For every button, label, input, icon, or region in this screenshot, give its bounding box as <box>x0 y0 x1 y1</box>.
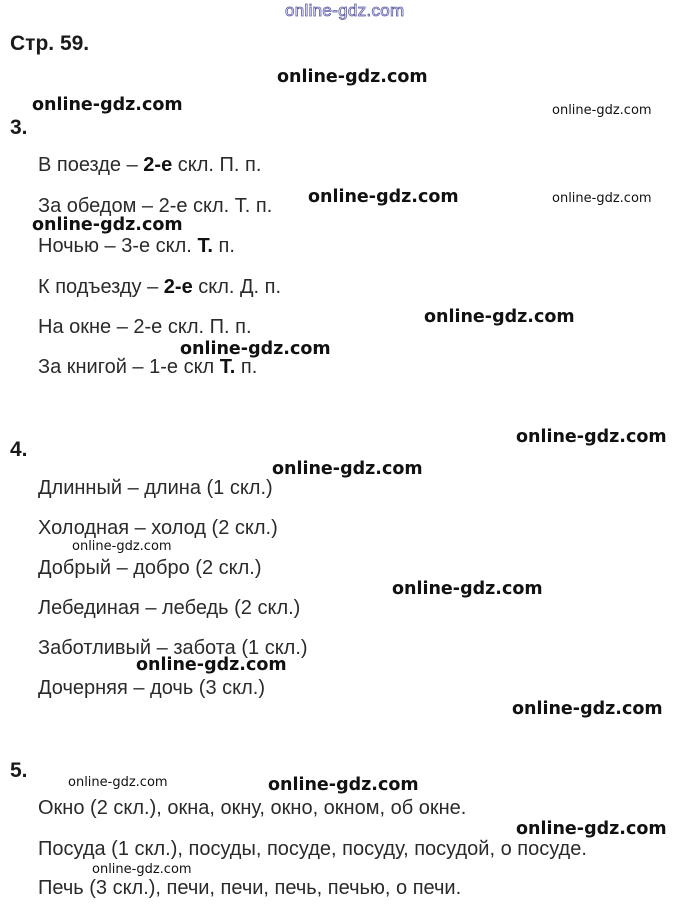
page-label: Стр. 59. <box>10 32 90 55</box>
watermark: online-gdz.com <box>512 699 663 719</box>
exercise-3-line-5: На окне – 2-е скл. П. п. <box>38 316 252 338</box>
watermark: online-gdz.com <box>516 819 667 839</box>
watermark: online-gdz.com <box>552 191 652 206</box>
watermark: online-gdz.com <box>392 579 543 599</box>
exercise-4-line-3: Добрый – добро (2 скл.) <box>38 557 262 579</box>
exercise-4-number: 4. <box>10 438 28 461</box>
watermark: online-gdz.com <box>92 862 192 877</box>
exercise-5-line-3: Печь (3 скл.), печи, печи, печь, печью, о печи. <box>38 877 462 899</box>
watermark: online-gdz.com <box>68 775 168 790</box>
watermark: online-gdz.com <box>277 67 428 87</box>
watermark: online-gdz.com <box>424 307 575 327</box>
watermark: online-gdz.com <box>72 539 172 554</box>
exercise-3-number: 3. <box>10 116 28 139</box>
exercise-5-line-1: Окно (2 скл.), окна, окну, окно, окном, об окне. <box>38 797 467 819</box>
watermark: online-gdz.com <box>552 103 652 118</box>
watermark: online-gdz.com <box>180 339 331 359</box>
watermark: online-gdz.com <box>272 459 423 479</box>
watermark-top: online-gdz.com <box>285 1 405 20</box>
exercise-3-line-4: К подъезду – 2-е скл. Д. п. <box>38 276 282 298</box>
watermark: online-gdz.com <box>308 187 459 207</box>
exercise-3-line-6: За книгой – 1-е скл Т. п. <box>38 356 258 378</box>
exercise-3-line-3: Ночью – 3-е скл. Т. п. <box>38 235 235 257</box>
exercise-4-line-2: Холодная – холод (2 скл.) <box>38 517 278 539</box>
watermark: online-gdz.com <box>516 427 667 447</box>
watermark: online-gdz.com <box>268 775 419 795</box>
exercise-4-line-5: Заботливый – забота (1 скл.) <box>38 637 308 659</box>
watermark: online-gdz.com <box>136 655 287 675</box>
exercise-4-line-4: Лебединая – лебедь (2 скл.) <box>38 597 301 619</box>
watermark: online-gdz.com <box>32 95 183 115</box>
exercise-5-number: 5. <box>10 759 28 782</box>
exercise-3-line-1: В поезде – 2-е скл. П. п. <box>38 154 262 176</box>
exercise-3-line-2: За обедом – 2-е скл. Т. п. <box>38 195 273 217</box>
exercise-5-line-2: Посуда (1 скл.), посуды, посуде, посуду, посудой, о посуде. <box>38 838 587 860</box>
watermark: online-gdz.com <box>32 215 183 235</box>
exercise-4-line-1: Длинный – длина (1 скл.) <box>38 477 273 499</box>
exercise-4-line-6: Дочерняя – дочь (3 скл.) <box>38 677 266 699</box>
